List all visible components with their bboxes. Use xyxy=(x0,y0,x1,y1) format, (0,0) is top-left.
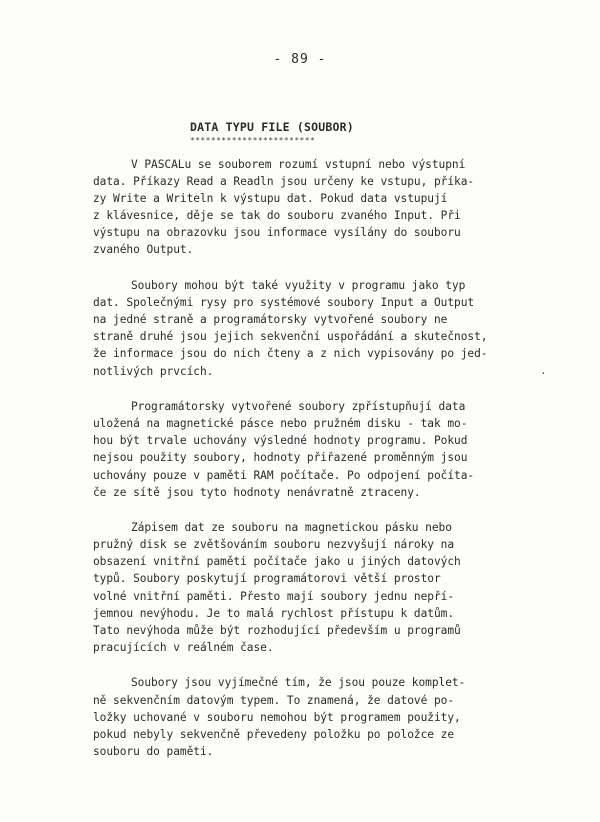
paragraph xyxy=(93,156,533,259)
text-line: pružný disk se zvětšováním souboru nezvyšují nároky na xyxy=(93,538,455,552)
text-line: volné vnitřní paměti. Přesto mají soubory jednu nepří- xyxy=(93,589,455,603)
text-line: notlivých prvcích. xyxy=(93,364,214,378)
page-number: - 89 - xyxy=(273,52,327,67)
paragraph xyxy=(93,519,533,656)
text-line: jemnou nevýhodu. Je to malá rychlost přístupu k datům. xyxy=(93,606,455,620)
text-line: ně sekvenčním datovým typem. To znamená, že datové po- xyxy=(93,693,455,707)
text-line: Programátorsky vytvořené soubory zpřístupňují data xyxy=(131,400,466,414)
text-line: výstupu na obrazovku jsou informace vysílány do souboru xyxy=(93,226,461,240)
heading-block xyxy=(190,120,390,145)
body-text xyxy=(93,156,533,778)
text-line: če ze sítě jsou tyto hodnoty nenávratně ztraceny. xyxy=(93,485,421,499)
text-line: že informace jsou do nich čteny a z nich vypisovány po jed- xyxy=(93,347,488,361)
text-line: data. Příkazy Read a Readln jsou určeny ke vstupu, příka- xyxy=(93,175,475,189)
text-line: na jedné straně a programátorsky vytvořené soubory ne xyxy=(93,313,448,327)
text-line: ložky uchované v souboru nemohou být programem použity, xyxy=(93,710,461,724)
text-line: typů. Soubory poskytují programátorovi větší prostor xyxy=(93,572,441,586)
text-line: Soubory mohou být také využity v programu jako typ xyxy=(131,279,466,293)
text-line: Zápisem dat ze souboru na magnetickou pásku nebo xyxy=(131,521,452,535)
text-line: pracujících v reálném čase. xyxy=(93,640,274,654)
paragraph xyxy=(93,398,533,501)
text-line: uchovány pouze v paměti RAM počítače. Po odpojení počíta- xyxy=(93,468,475,482)
text-line: Tato nevýhoda může být rozhodující především u programů xyxy=(93,623,461,637)
margin-mark: . xyxy=(540,364,547,377)
text-line: zvaného Output. xyxy=(93,243,194,257)
section-heading: DATA TYPU FILE (SOUBOR) xyxy=(190,120,354,134)
paragraph xyxy=(93,277,533,380)
text-line: dat. Společnými rysy pro systémové soubory Input a Output xyxy=(93,296,475,310)
text-line: hou být trvale uchovány výsledné hodnoty programu. Pokud xyxy=(93,434,468,448)
text-line: souboru do paměti. xyxy=(93,744,214,758)
text-line: zy Write a Writeln k výstupu dat. Pokud data vstupují xyxy=(93,192,448,206)
text-line: V PASCALu se souborem rozumí vstupní nebo výstupní xyxy=(131,158,466,171)
text-line: pokud nebyly sekvenčně převedeny položku po položce ze xyxy=(93,727,455,741)
text-line: obsazení vnitřní paměti počítače jako u jiných datových xyxy=(93,555,461,569)
text-line: nejsou použity soubory, hodnoty přiřazené proměnným jsou xyxy=(93,451,468,465)
text-line: straně druhé jsou jejich sekvenční uspořádání a skutečnost, xyxy=(93,330,488,344)
text-line: uložená na magnetické pásce nebo pružném disku - tak mo- xyxy=(93,417,468,431)
text-line: z klávesnice, děje se tak do souboru zvaného Input. Při xyxy=(93,209,461,223)
text-line: Soubory jsou vyjímečné tím, že jsou pouze komplet- xyxy=(131,676,466,690)
heading-underline: ************************ xyxy=(190,136,316,145)
paragraph xyxy=(93,674,533,759)
